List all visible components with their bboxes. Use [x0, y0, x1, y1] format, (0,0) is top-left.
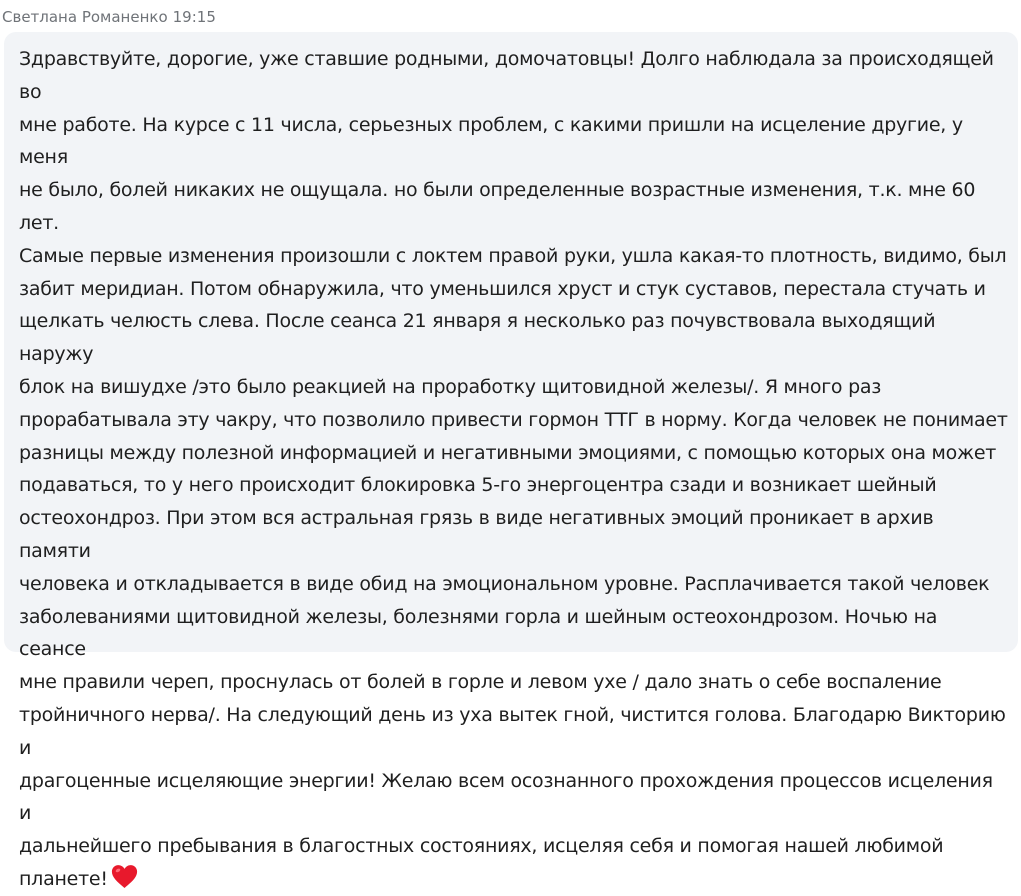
message-text [19, 43, 1008, 896]
message-line: прорабатывала эту чакру, что позволило привести гормон ТТГ в норму. Когда человек не понимает [19, 408, 1008, 431]
red-heart-icon [111, 864, 138, 889]
message-line: остеохондроз. При этом вся астральная грязь в виде негативных эмоций проникает в архив памяти [19, 507, 934, 562]
message-line: мне правили череп, проснулась от болей в горле и левом ухе / дало знать о себе воспаление [19, 671, 942, 694]
message-line: щелкать челюсть слева. После сеанса 21 января я несколько раз почувствовала выходящий наружу [19, 310, 936, 366]
message-line: драгоценные исцеляющие энергии! Желаю всем осознанного прохождения процессов исцеления и [19, 769, 993, 825]
message-line: Здравствуйте, дорогие, уже ставшие родными, домочатовцы! Долго наблюдала за происходящей во [19, 48, 994, 103]
message-bubble [4, 32, 1018, 890]
message-line: Самые первые изменения произошли с локтем правой руки, ушла какая-то плотность, видимо, был [19, 244, 1007, 267]
message-line: планете! [19, 867, 108, 890]
message-line: дальнейшего пребывания в благостных состояниях, исцеляя себя и помогая нашей любимой [19, 835, 944, 858]
message-line: тройничного нерва/. На следующий день из уха вытек гной, чистится голова. Благодарю Викторию и [19, 703, 1006, 759]
message-line: блок на вишудхе /это было реакцией на проработку щитовидной железы/. Я много раз [19, 375, 882, 398]
message-line: разницы между полезной информацией и негативными эмоциями, с помощью которых она может [19, 441, 997, 464]
author-name[interactable]: Светлана Романенко [2, 8, 168, 26]
message-time: 19:15 [172, 8, 216, 26]
message-line: подаваться, то у него происходит блокировка 5-го энергоцентра сзади и возникает шейный [19, 474, 937, 497]
message-line: заболеваниями щитовидной железы, болезнями горла и шейным остеохондрозом. Ночью на сеансе [19, 605, 938, 661]
message-line: человека и откладывается в виде обид на эмоциональном уровне. Расплачивается такой человек [19, 572, 990, 595]
message-header [2, 7, 216, 27]
message-line: не было, болей никаких не ощущала. но были определенные возрастные изменения, т.к. мне 60 лет. [19, 179, 976, 234]
message-line: мне работе. На курсе с 11 числа, серьезных проблем, с какими пришли на исцеление другие, у меня [19, 113, 963, 169]
message-line: забит меридиан. Потом обнаружила, что уменьшился хруст и стук суставов, перестала стучать и [19, 277, 986, 300]
